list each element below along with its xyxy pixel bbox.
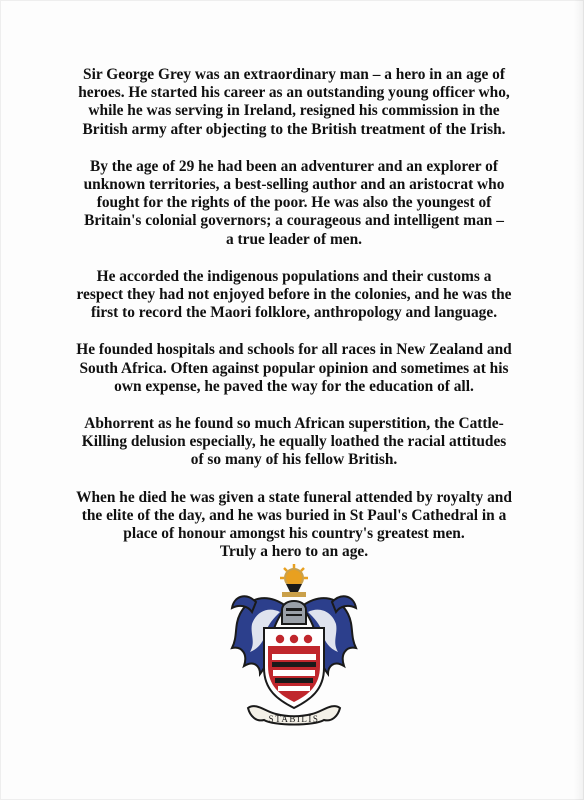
paragraph-line: own expense, he paved the way for the education of all. (114, 377, 474, 395)
cover-text (52, 66, 536, 580)
motto-label: STABILIS (268, 714, 320, 724)
paragraph-line: Abhorrent as he found so much African superstition, the Cattle- (84, 415, 504, 433)
sun-crest-icon (280, 564, 308, 592)
paragraph-line: fought for the rights of the poor. He was also the youngest of (96, 194, 492, 212)
helmet-icon (282, 592, 306, 624)
paragraph-line: He founded hospitals and schools for all races in New Zealand and (76, 341, 512, 359)
paragraph-line: place of honour amongst his country's greatest men. (123, 525, 465, 543)
paragraph-line: first to record the Maori folklore, anthropology and language. (90, 304, 498, 322)
paragraph-line: South Africa. Often against popular opinion and sometimes at his (79, 359, 509, 377)
paragraph-line: of so many of his fellow British. (190, 451, 398, 469)
paragraph-line: Truly a hero to an age. (219, 543, 369, 561)
paragraph-line: respect they had not enjoyed before in the colonies, and he was the (76, 286, 512, 304)
paragraph-line: British army after objecting to the British treatment of the Irish. (82, 120, 506, 138)
page-edge-shadow (574, 0, 584, 800)
paragraph-2 (52, 158, 536, 249)
paragraph-1 (52, 66, 536, 139)
paragraph-6 (52, 489, 536, 562)
paragraph-line: By the age of 29 he had been an adventurer and an explorer of (89, 157, 499, 175)
paragraph-3 (52, 268, 536, 323)
coat-of-arms-icon (226, 562, 362, 734)
paragraph-line: a true leader of men. (225, 230, 363, 248)
paragraph-line: unknown territories, a best-selling author and an aristocrat who (83, 176, 505, 194)
shield-icon (264, 628, 324, 708)
paragraph-line: He accorded the indigenous populations and their customs a (96, 267, 492, 285)
paragraph-line: Britain's colonial governors; a courageous and intelligent man – (84, 212, 504, 230)
paragraph-4 (52, 341, 536, 396)
paragraph-line: When he died he was given a state funeral attended by royalty and (76, 488, 512, 506)
paragraph-line: Sir George Grey was an extraordinary man – a hero in an age of (83, 66, 505, 83)
paragraph-line: heroes. He started his career as an outstanding young officer who, (78, 84, 510, 102)
paragraph-line: while he was serving in Ireland, resigned his commission in the (88, 102, 500, 120)
paragraph-line: Killing delusion especially, he equally loathed the racial attitudes (81, 433, 507, 451)
paragraph-5 (52, 415, 536, 470)
paragraph-line: the elite of the day, and he was buried in St Paul's Cathedral in a (81, 506, 507, 524)
